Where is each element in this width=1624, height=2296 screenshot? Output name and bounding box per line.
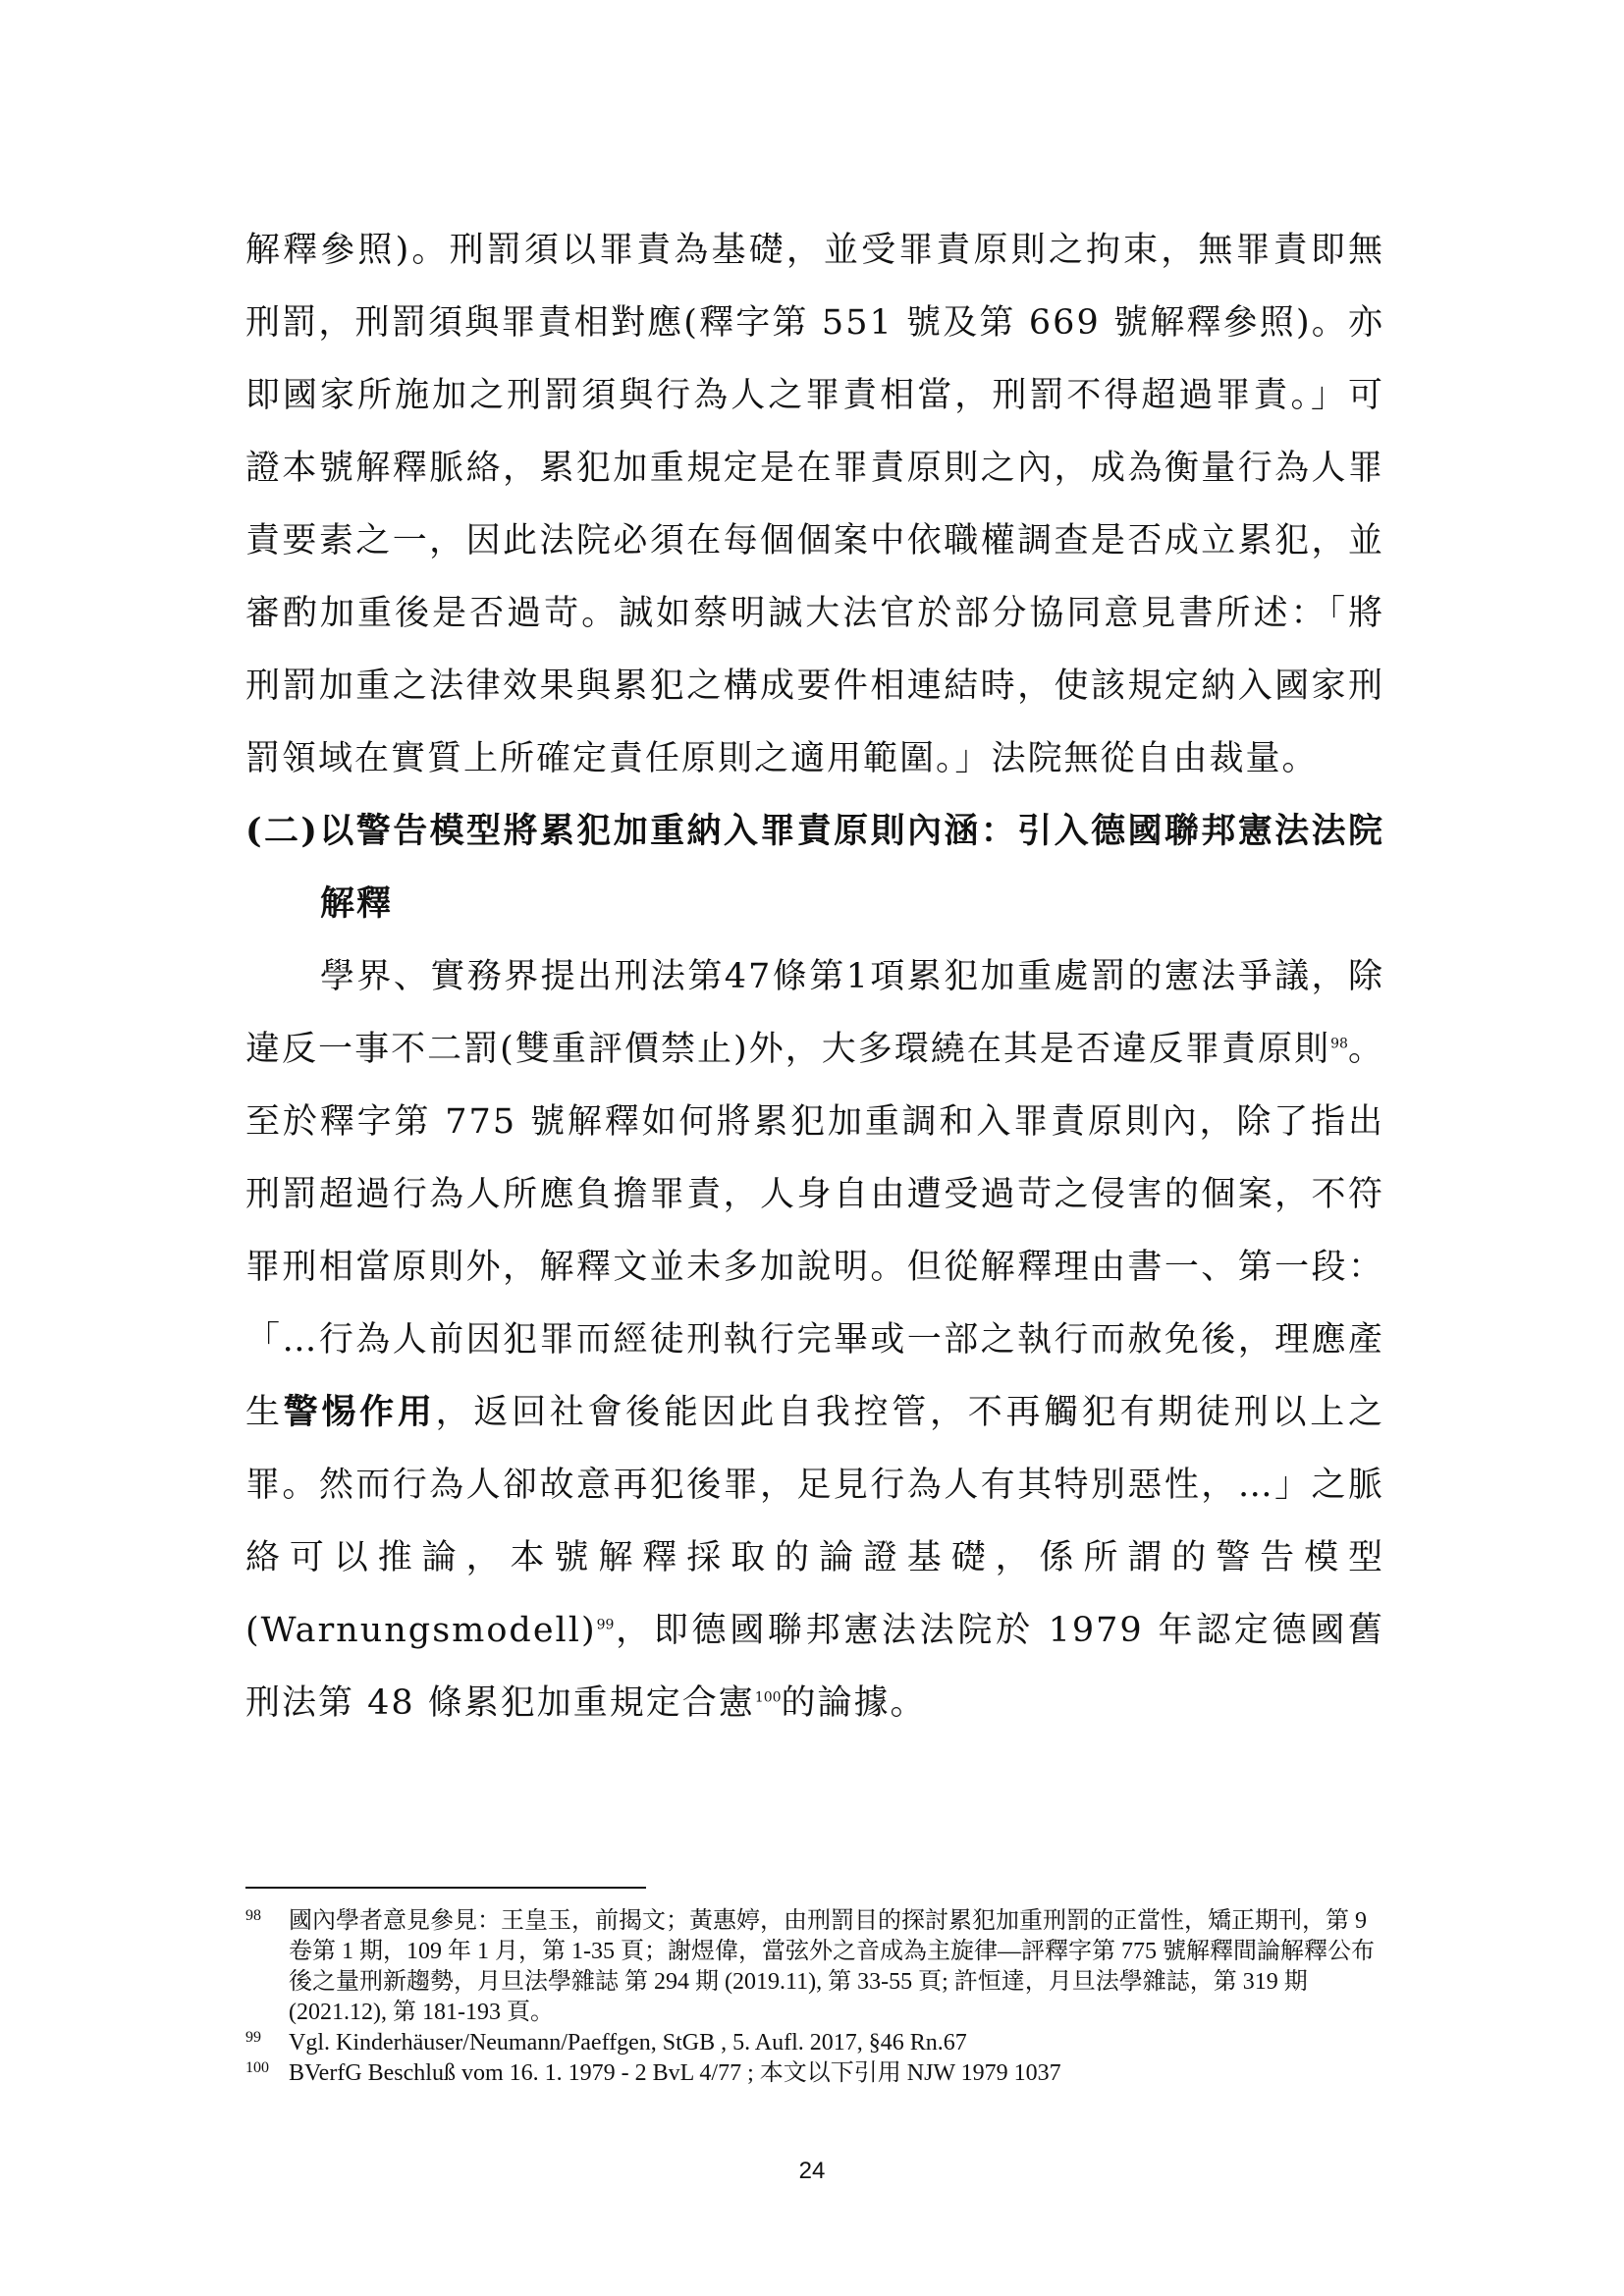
footnotes xyxy=(245,1906,1394,2089)
paragraph-text: ，返回社會後能因此自我控管，不再觸犯有期徒刑以上之罪。然而行為人卻故意再犯後罪，足見行為人有其特別惡性，…」之脈絡可以推論，本號解釋採取的論證基礎，係所謂的警告模型(Warnungsmodell) xyxy=(245,1393,1384,1650)
footnote-text: BVerfG Beschluß vom 16. 1. 1979 - 2 BvL 4/77 ; 本文以下引用 NJW 1979 1037 xyxy=(289,2060,1061,2086)
paragraph-warning-model xyxy=(245,940,1384,1739)
footnote-number: 99 xyxy=(245,2029,261,2046)
footnote-ref-99[interactable]: 99 xyxy=(596,1617,615,1633)
footnote-number: 100 xyxy=(245,2059,269,2076)
emphasis-text: 警惕作用 xyxy=(283,1392,436,1432)
footnote-text: 國內學者意見參見：王皇玉，前揭文；黃惠婷，由刑罰目的探討累犯加重刑罰的正當性，矯正期刊，第 9 卷第 1 期，109 年 1 月，第 1-35 頁；謝煜偉，當弦外之音成為主旋律—評釋字第 775 號解釋間論解釋公布後之量刑新趨勢，月旦法學雜誌 第 294 期 (2019.11), 第 33-55 頁; 許恒達，月旦法學雜誌，第 319 期 (2021.12), 第 181-193 頁。 xyxy=(289,1908,1375,2025)
paragraph-text: 學界、實務界提出刑法第47條第1項累犯加重處罰的憲法爭議，除違反一事不二罰(雙重評價禁止)外，大多環繞在其是否違反罪責原則 xyxy=(245,957,1384,1069)
body-text xyxy=(245,214,1384,1739)
footnote-separator xyxy=(245,1887,646,1889)
footnote-100 xyxy=(245,2058,1394,2089)
footnote-ref-100[interactable]: 100 xyxy=(754,1689,782,1706)
paragraph-continuation: 解釋參照)。刑罰須以罪責為基礎，並受罪責原則之拘束，無罪責即無刑罰，刑罰須與罪責相對應(釋字第 551 號及第 669 號解釋參照)。亦即國家所施加之刑罰須與行為人之罪責相當，刑罰不得超過罪責。」可證本號解釋脈絡，累犯加重規定是在罪責原則之內，成為衡量行為人罪責要素之一，因此法院必須在每個個案中依職權調查是否成立累犯，並審酌加重後是否過苛。誠如蔡明誠大法官於部分協同意見書所述：「將刑罰加重之法律效果與累犯之構成要件相連結時，使該規定納入國家刑罰領域在實質上所確定責任原則之適用範圍。」法院無從自由裁量。 xyxy=(245,231,1384,778)
paragraph-text: 。至於釋字第 775 號解釋如何將累犯加重調和入罪責原則內，除了指出刑罰超過行為人所應負擔罪責，人身自由遭受過苛之侵害的個案，不符罪刑相當原則外，解釋文並未多加說明。但從解釋理由書一、第一段：「…行為人前因犯罪而經徒刑執行完畢或一部之執行而赦免後，理應產生 xyxy=(245,1030,1384,1432)
footnote-ref-98[interactable]: 98 xyxy=(1330,1036,1348,1052)
footnote-99 xyxy=(245,2028,1394,2058)
section-heading: (二)以警告模型將累犯加重納入罪責原則內涵：引入德國聯邦憲法法院解釋 xyxy=(245,811,1384,924)
page-number: 24 xyxy=(798,2158,826,2184)
paragraph-text: ，即德國聯邦憲法法院於 1979 年認定德國舊刑法第 48 條累犯加重規定合憲 xyxy=(245,1611,1384,1723)
footnote-number: 98 xyxy=(245,1907,261,1924)
paragraph-text: 的論據。 xyxy=(781,1683,927,1723)
footnote-98 xyxy=(245,1906,1394,2028)
footnote-text: Vgl. Kinderhäuser/Neumann/Paeffgen, StGB , 5. Aufl. 2017, §46 Rn.67 xyxy=(289,2030,967,2056)
